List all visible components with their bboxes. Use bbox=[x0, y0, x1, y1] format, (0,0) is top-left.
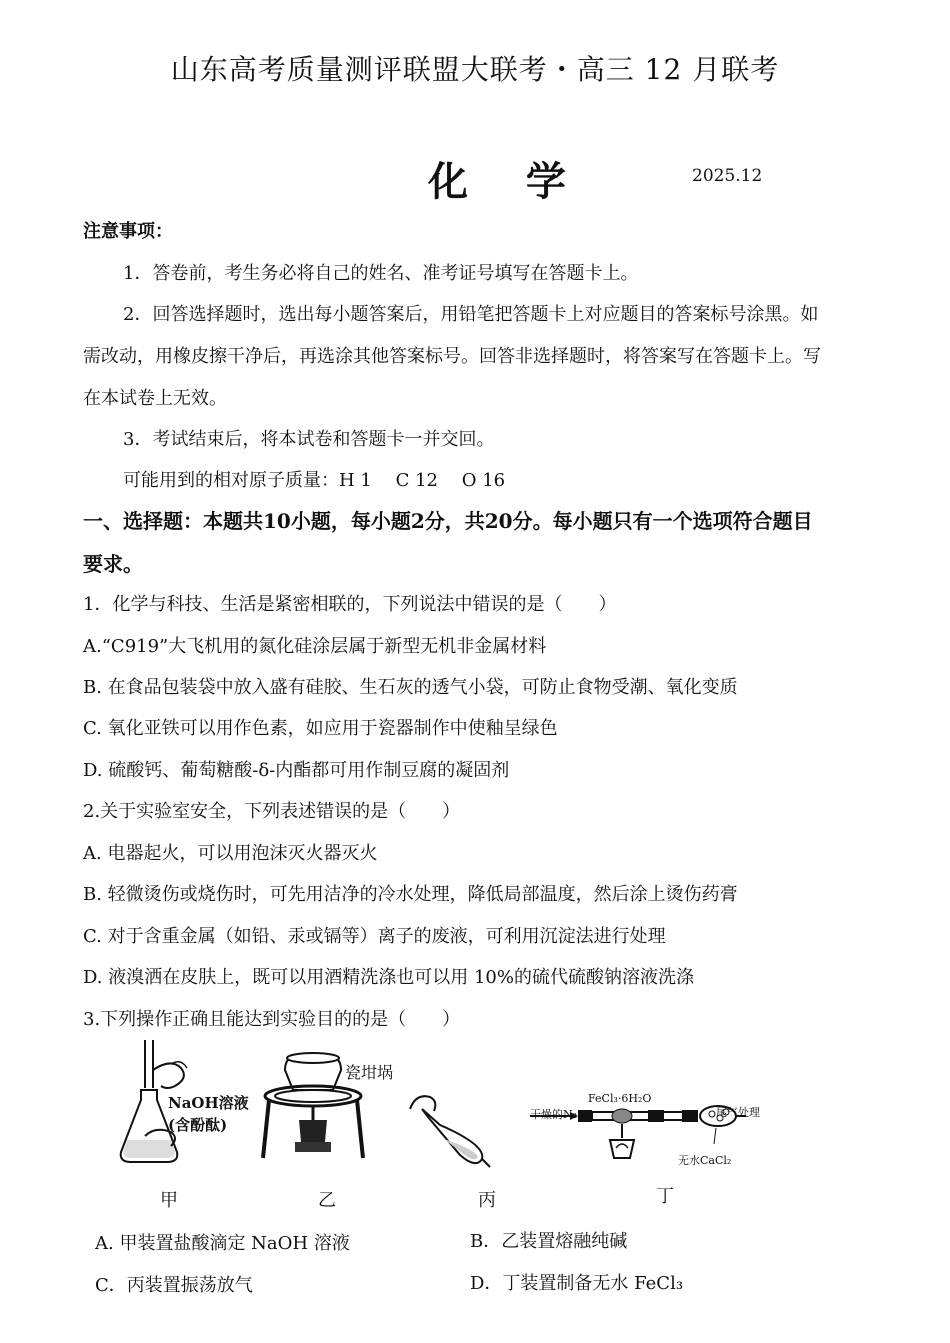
section-1-heading-line-2: 要求。 bbox=[83, 552, 143, 576]
notice-item-2-line-2: 需改动，用橡皮擦干净后，再选涂其他答案标号。回答非选择题时，将答案写在答题卡上。写 bbox=[83, 346, 821, 367]
question-2-option-b: B. 轻微烫伤或烧伤时，可先用洁净的冷水处理，降低局部温度，然后涂上烫伤药膏 bbox=[83, 884, 738, 905]
question-1-option-c: C. 氧化亚铁可以用作色素，如应用于瓷器制作中使釉呈绿色 bbox=[83, 718, 558, 739]
question-3-option-a: A. 甲装置盐酸滴定 NaOH 溶液 bbox=[95, 1233, 350, 1254]
question-1-option-a: A.“C919”大飞机用的氮化硅涂层属于新型无机非金属材料 bbox=[83, 636, 547, 657]
question-1-stem: 1．化学与科技、生活是紧密相联的，下列说法中错误的是（ ） bbox=[83, 594, 617, 615]
question-2-option-a: A. 电器起火，可以用泡沫灭火器灭火 bbox=[83, 843, 378, 864]
notice-item-2-line-3: 在本试卷上无效。 bbox=[83, 388, 227, 409]
notice-heading: 注意事项： bbox=[83, 221, 173, 242]
crucible-label: 瓷坩埚 bbox=[345, 1063, 394, 1082]
notice-item-3: 3．考试结束后，将本试卷和答题卡一并交回。 bbox=[123, 429, 495, 450]
fecl3-hexahydrate-label: FeCl₃·6H₂O bbox=[588, 1092, 652, 1105]
phenolphthalein-label: (含酚酞) bbox=[168, 1116, 228, 1134]
question-3-stem: 3.下列操作正确且能达到实验目的的是（ ） bbox=[83, 1009, 461, 1030]
figure-caption-bing: 丙 bbox=[478, 1190, 496, 1211]
dry-nitrogen-label: 干燥的N₂ bbox=[530, 1108, 578, 1121]
notice-item-1: 1．答卷前，考生务必将自己的姓名、准考证号填写在答题卡上。 bbox=[123, 263, 639, 284]
question-3-option-c: C．丙装置振荡放气 bbox=[95, 1275, 253, 1296]
question-1-option-d: D. 硫酸钙、葡萄糖酸-δ-内酯都可用作制豆腐的凝固剂 bbox=[83, 760, 510, 781]
notice-item-2-line-1: 2．回答选择题时，选出每小题答案后，用铅笔把答题卡上对应题目的答案标号涂黑。如 bbox=[123, 304, 819, 325]
question-2-option-c: C. 对于含重金属（如铅、汞或镉等）离子的废液，可利用沉淀法进行处理 bbox=[83, 926, 666, 947]
subject-title: 化 学 bbox=[428, 158, 588, 205]
atomic-mass-note: 可能用到的相对原子质量：H 1 C 12 O 16 bbox=[123, 470, 506, 491]
figure-caption-yi: 乙 bbox=[318, 1190, 336, 1211]
section-1-heading-line-1: 一、选择题：本题共10小题，每小题2分，共20分。每小题只有一个选项符合题目 bbox=[83, 509, 813, 533]
question-2-stem: 2.关于实验室安全，下列表述错误的是（ ） bbox=[83, 801, 461, 822]
figure-caption-ding: 丁 bbox=[656, 1186, 674, 1207]
anhydrous-cacl2-label: 无水CaCl₂ bbox=[678, 1154, 732, 1167]
naoh-solution-label: NaOH溶液 bbox=[168, 1094, 249, 1112]
question-1-option-b: B. 在食品包装袋中放入盛有硅胶、生石灰的透气小袋，可防止食物受潮、氧化变质 bbox=[83, 677, 738, 698]
exam-title: 山东高考质量测评联盟大联考・高三 12 月联考 bbox=[170, 53, 780, 86]
shaking-funnel-figure bbox=[400, 1085, 500, 1175]
figure-caption-jia: 甲 bbox=[160, 1190, 178, 1211]
exam-date: 2025.12 bbox=[692, 166, 763, 186]
question-2-option-d: D. 液溴洒在皮肤上，既可以用酒精洗涤也可以用 10%的硫代硫酸钠溶液洗涤 bbox=[83, 967, 694, 988]
tail-gas-label: 尾气处理 bbox=[716, 1106, 760, 1119]
question-3-option-d: D．丁装置制备无水 FeCl₃ bbox=[470, 1273, 684, 1294]
question-3-option-b: B．乙装置熔融纯碱 bbox=[470, 1231, 628, 1252]
